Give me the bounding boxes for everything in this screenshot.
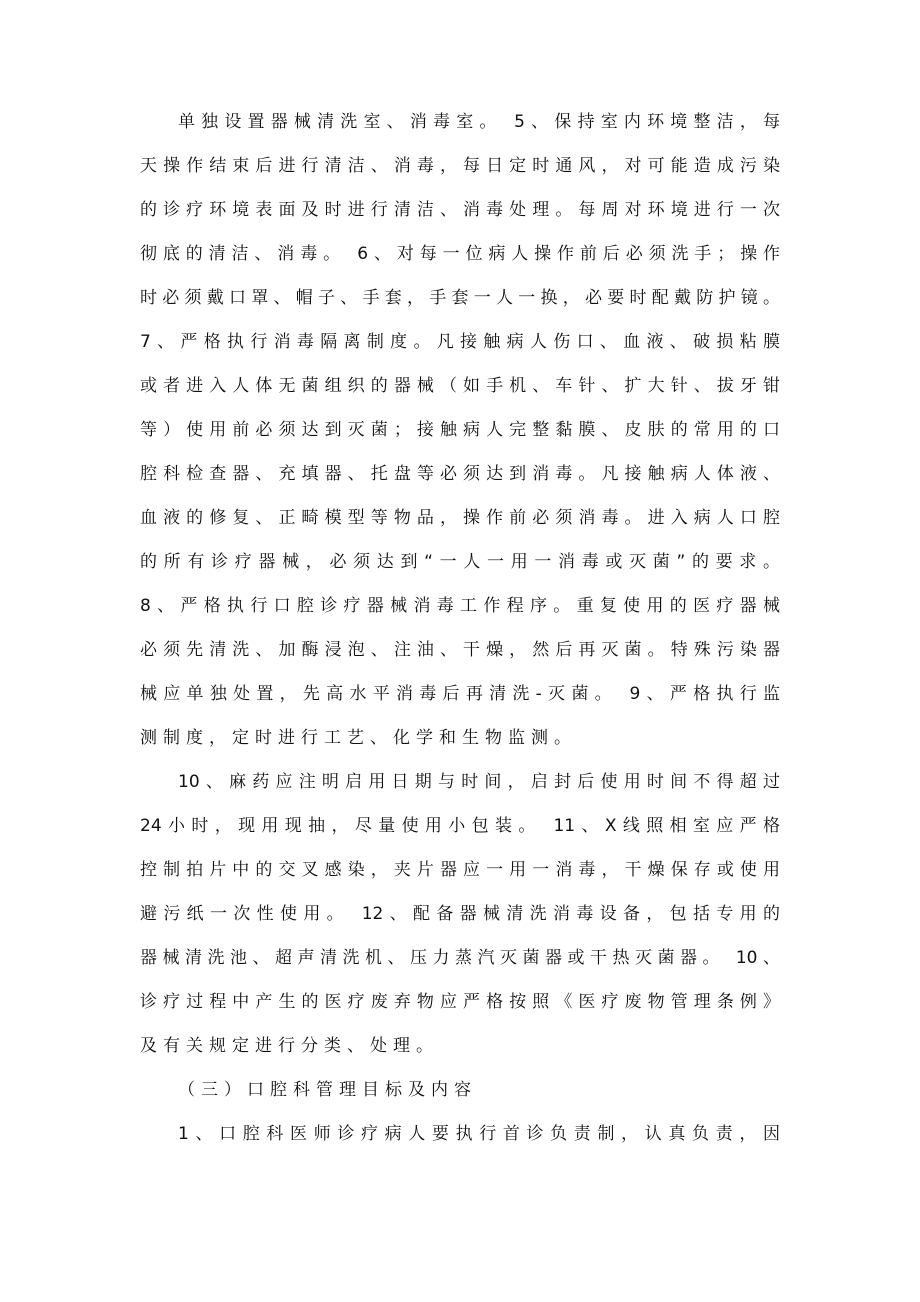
text-line [140, 943, 780, 973]
text-line-content: 腔科检查器、充填器、托盘等必须达到消毒。凡接触病人体液、 [140, 464, 780, 484]
text-line [140, 195, 780, 225]
text-line-content: 血液的修复、正畸模型等物品，操作前必须消毒。进入病人口腔 [140, 508, 780, 528]
text-line-content: 7、严格执行消毒隔离制度。凡接触病人伤口、血液、破损粘膜 [140, 332, 780, 352]
section-heading [178, 1075, 780, 1105]
text-line-content: 测制度，定时进行工艺、化学和生物监测。 [140, 728, 577, 748]
text-line [140, 283, 780, 313]
text-line [140, 239, 780, 269]
text-line [178, 767, 780, 797]
text-line [140, 503, 780, 533]
text-line-content: 时必须戴口罩、帽子、手套，手套一人一换，必要时配戴防护镜。 [140, 288, 780, 308]
text-line [140, 151, 780, 181]
text-line [140, 459, 780, 489]
text-line [140, 371, 780, 401]
text-line [140, 855, 780, 885]
text-line [140, 635, 780, 665]
text-line-content: 诊疗过程中产生的医疗废弃物应严格按照《医疗废物管理条例》 [140, 992, 780, 1012]
text-line-content: 控制拍片中的交叉感染，夹片器应一用一消毒，干燥保存或使用 [140, 860, 780, 880]
text-line-content: 避污纸一次性使用。 12、配备器械清洗消毒设备，包括专用的 [140, 904, 780, 924]
text-line-content: 的诊疗环境表面及时进行清洁、消毒处理。每周对环境进行一次 [140, 200, 780, 220]
text-line-content: 械应单独处置，先高水平消毒后再清洗-灭菌。 9、严格执行监 [140, 684, 780, 704]
text-line [178, 1119, 780, 1149]
text-line [140, 547, 780, 577]
text-line-content: 的所有诊疗器械，必须达到“一人一用一消毒或灭菌”的要求。 [140, 552, 780, 572]
text-line [140, 1031, 780, 1061]
text-line-content: 及有关规定进行分类、处理。 [140, 1036, 439, 1056]
section-heading-text: （三）口腔科管理目标及内容 [178, 1080, 477, 1100]
text-line-content: 1、口腔科医师诊疗病人要执行首诊负责制，认真负责，因 [178, 1124, 780, 1144]
text-line [140, 723, 780, 753]
text-line [178, 107, 780, 137]
text-line-content: 等）使用前必须达到灭菌；接触病人完整黏膜、皮肤的常用的口 [140, 420, 780, 440]
text-line-content: 器械清洗池、超声清洗机、压力蒸汽灭菌器或干热灭菌器。 10、 [140, 948, 780, 968]
text-line-content: 或者进入人体无菌组织的器械（如手机、车针、扩大针、拔牙钳 [140, 376, 780, 396]
text-line-content: 彻底的清洁、消毒。 6、对每一位病人操作前后必须洗手；操作 [140, 244, 780, 264]
text-line [140, 987, 780, 1017]
text-line [140, 811, 780, 841]
text-line [140, 327, 780, 357]
text-line-content: 24小时，现用现抽，尽量使用小包装。 11、X线照相室应严格 [140, 816, 780, 836]
text-line-content: 10、麻药应注明启用日期与时间，启封后使用时间不得超过 [178, 772, 780, 792]
text-line [140, 415, 780, 445]
text-line [140, 679, 780, 709]
text-line [140, 591, 780, 621]
text-line-content: 8、严格执行口腔诊疗器械消毒工作程序。重复使用的医疗器械 [140, 596, 780, 616]
text-line-content: 天操作结束后进行清洁、消毒，每日定时通风，对可能造成污染 [140, 156, 780, 176]
text-line-content: 单独设置器械清洗室、消毒室。 5、保持室内环境整洁，每 [178, 112, 780, 132]
text-line [140, 899, 780, 929]
text-line-content: 必须先清洗、加酶浸泡、注油、干燥，然后再灭菌。特殊污染器 [140, 640, 780, 660]
